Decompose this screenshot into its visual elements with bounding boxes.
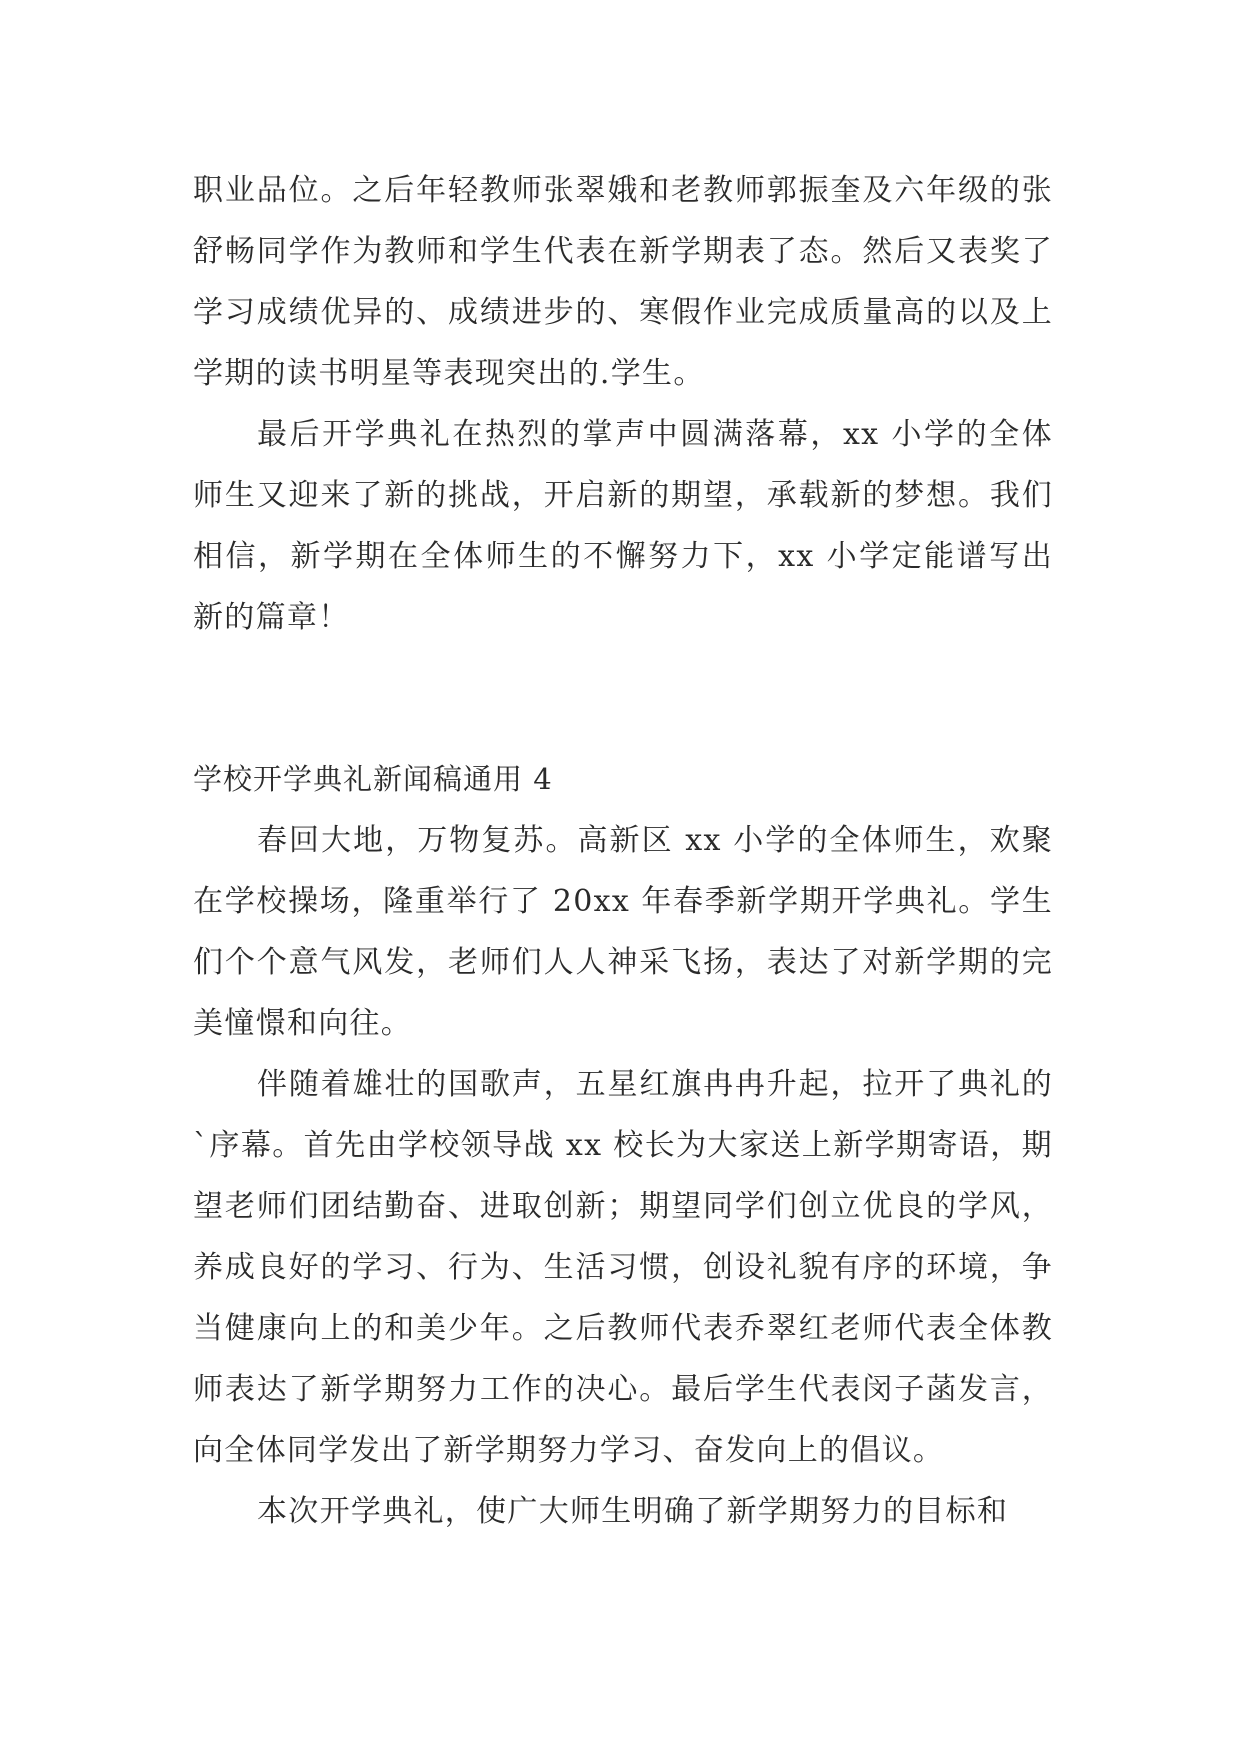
section-spacer <box>193 648 1053 749</box>
paragraph-ceremony: 伴随着雄壮的国歌声，五星红旗冉冉升起，拉开了典礼的`序幕。首先由学校领导战 xx 校长为大家送上新学期寄语，期望老师们团结勤奋、进取创新；期望同学们创立优良的学风，养成良好的学习、行为、生活习惯，创设礼貌有序的环境，争当健康向上的和美少年。之后教师代表乔翠红老师代表全体教师表达了新学期努力工作的决心。最后学生代表闵子菡发言，向全体同学发出了新学期努力学习、奋发向上的倡议。 <box>193 1067 1053 1468</box>
paragraph-summary: 本次开学典礼，使广大师生明确了新学期努力的目标和 <box>257 1494 1009 1529</box>
section-heading: 学校开学典礼新闻稿通用 4 <box>193 762 553 796</box>
paragraph-intro: 春回大地，万物复苏。高新区 xx 小学的全体师生，欢聚在学校操场，隆重举行了 20xx 年春季新学期开学典礼。学生们个个意气风发，老师们人人神采飞扬，表达了对新学期的完美憧憬和向往。 <box>193 823 1053 1041</box>
document-page <box>193 160 1053 1542</box>
paragraph-closing: 最后开学典礼在热烈的掌声中圆满落幕，xx 小学的全体师生又迎来了新的挑战，开启新的期望，承载新的梦想。我们相信，新学期在全体师生的不懈努力下，xx 小学定能谱写出新的篇章！ <box>193 417 1053 635</box>
paragraph-continuation: 职业品位。之后年轻教师张翠娥和老教师郭振奎及六年级的张舒畅同学作为教师和学生代表在新学期表了态。然后又表奖了学习成绩优异的、成绩进步的、寒假作业完成质量高的以及上学期的读书明星等表现突出的.学生。 <box>193 173 1053 391</box>
